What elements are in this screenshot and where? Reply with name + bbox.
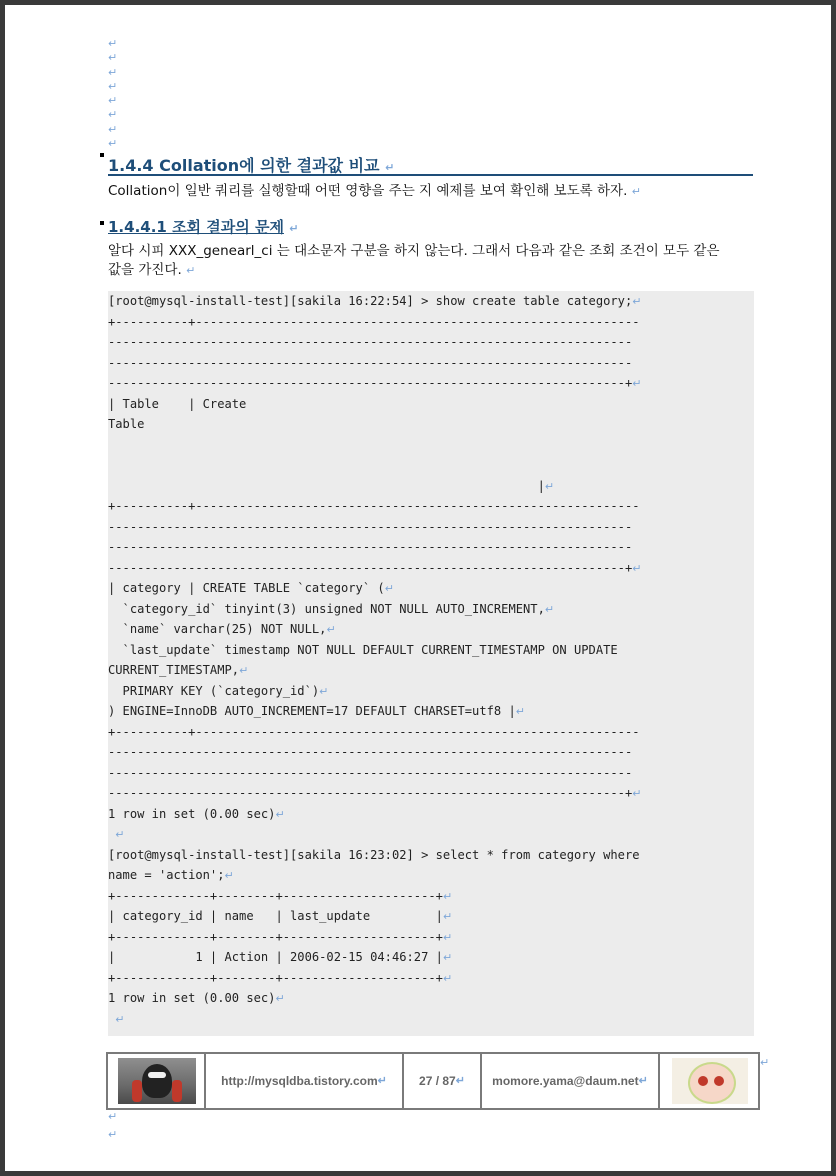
code-line-text: +----------+------------------------------------------------------------- [108,314,640,329]
paragraph-mark: ↵ [632,561,642,575]
code-line-text: | Table | Create [108,396,247,411]
code-line [108,291,641,312]
code-line [108,742,641,763]
code-line [108,414,641,435]
body-paragraph [108,242,720,280]
paragraph-mark: ↵ [442,910,453,923]
paragraph-mark: ↵ [632,377,642,390]
footer-url[interactable]: http://mysqldba.tistory.com [221,1074,378,1088]
heading-bullet [100,221,104,225]
code-line [108,312,641,333]
code-line-text: Table [108,417,145,431]
code-line-text: -----------------------------------------------------------------------+ [108,376,633,390]
paragraph-mark: ↵ [631,185,641,198]
empty-paragraphs [108,37,117,151]
body-line: 값을 가진다. [108,262,182,278]
code-line [108,394,641,415]
heading-bullet [100,153,104,157]
code-line [108,353,641,374]
code-line-text: +----------+------------------------------------------------------------- [108,724,640,739]
paragraph-mark: ↵ [224,869,234,882]
footer-url-cell [206,1054,404,1108]
code-line-text: CURRENT_TIMESTAMP, [108,663,240,677]
code-line-text: | 1 | Action | 2006-02-15 04:46:27 | [108,950,443,964]
page-number: 27 / 87 [419,1074,456,1088]
section-heading-1-4-4 [108,153,753,176]
paragraph-mark: ↵ [442,971,453,985]
code-line [108,947,641,968]
paragraph-mark: ↵ [275,807,285,821]
code-line [108,865,641,886]
paragraph-mark: ↵ [455,1074,465,1087]
code-line [108,435,641,456]
code-line [108,640,641,661]
code-line-text: +-------------+--------+---------------------+ [108,888,443,903]
footer-page-cell [404,1054,482,1108]
paragraph-mark: ↵ [186,264,196,277]
code-line [108,619,641,640]
code-line-text: 1 row in set (0.00 sec) [108,806,276,821]
paragraph-mark: ↵ [108,122,118,136]
code-line-text: name = 'action'; [108,868,225,882]
code-line-text: ) ENGINE=InnoDB AUTO_INCREMENT=17 DEFAULT CHARSET=utf8 | [108,704,516,718]
avatar-right [672,1058,748,1104]
code-line [108,455,641,476]
paragraph-mark: ↵ [515,705,525,718]
body-line: 알다 시피 XXX_genearl_ci 는 대소문자 구분을 하지 않는다. 그래서 다음과 같은 조회 조건이 모두 같은 [108,243,720,259]
code-line-text: PRIMARY KEY (`category_id`) [108,683,320,698]
code-line-text: +-------------+--------+---------------------+ [108,970,443,985]
code-line [108,988,641,1009]
paragraph-mark: ↵ [442,951,453,964]
code-line-text: ------------------------------------------------------------------------ [108,335,633,349]
page-footer [106,1052,760,1110]
intro-text: Collation이 일반 쿼리를 실행할때 어떤 영향을 주는 지 예제를 보여 확인해 보도록 하자. [108,183,628,199]
paragraph-mark: ↵ [319,684,329,698]
paragraph-mark: ↵ [275,992,285,1005]
paragraph-mark: ↵ [289,222,299,235]
code-line-text: [root@mysql-install-test][sakila 16:22:54] > show create table category; [108,294,633,308]
code-line [108,496,641,517]
code-line [108,517,641,538]
code-line-text: `name` varchar(25) NOT NULL, [108,622,327,636]
code-line-text: -----------------------------------------------------------------------+ [108,560,633,575]
paragraph-mark: ↵ [108,65,118,79]
paragraph-mark: ↵ [760,1056,770,1069]
code-line [108,578,641,599]
code-line-text: ------------------------------------------------------------------------ [108,355,633,370]
code-line [108,476,641,497]
footer-avatar-left-cell [108,1054,206,1108]
subsection-heading-text: 1.4.4.1 조회 결과의 문제 [108,218,284,236]
code-line-text: ------------------------------------------------------------------------ [108,745,633,759]
code-line [108,927,641,948]
footer-email-cell [482,1054,660,1108]
paragraph-mark: ↵ [632,787,642,800]
paragraph-mark: ↵ [108,94,118,108]
code-line-text: +-------------+--------+---------------------+ [108,929,443,944]
code-line-text: | category | CREATE TABLE `category` ( [108,581,385,595]
intro-paragraph [108,182,641,201]
paragraph-mark: ↵ [544,602,555,616]
code-line [108,660,641,681]
code-line [108,722,641,743]
code-line-text: | category_id | name | last_update | [108,909,443,923]
paragraph-mark: ↵ [384,582,394,595]
code-line [108,804,641,825]
code-line [108,906,641,927]
footer-avatar-right-cell [660,1054,756,1108]
section-heading-1-4-4-1 [108,216,298,237]
code-line [108,373,641,394]
code-line [108,537,641,558]
code-line [108,968,641,989]
paragraph-mark: ↵ [442,889,453,903]
code-line [108,886,641,907]
section-heading-text: 1.4.4 Collation에 의한 결과값 비교 [108,156,380,175]
paragraph-mark: ↵ [326,623,336,636]
code-line-text: 1 row in set (0.00 sec) [108,991,276,1005]
code-line [108,681,641,702]
footer-email[interactable]: momore.yama@daum.net [492,1074,639,1088]
code-text [108,291,641,1029]
paragraph-mark: ↵ [442,930,453,944]
paragraph-mark: ↵ [108,37,118,50]
avatar-left [118,1058,196,1104]
paragraph-mark: ↵ [108,1128,118,1141]
code-line-text: `last_update` timestamp NOT NULL DEFAULT CURRENT_TIMESTAMP ON UPDATE [108,642,618,657]
paragraph-mark: ↵ [544,479,555,493]
code-line [108,599,641,620]
code-line-text: ------------------------------------------------------------------------ [108,519,633,534]
code-block [108,291,754,1036]
code-line-text: ------------------------------------------------------------------------ [108,540,633,554]
paragraph-mark: ↵ [115,828,125,841]
paragraph-mark: ↵ [385,161,395,174]
paragraph-mark: ↵ [377,1074,387,1087]
paragraph-mark: ↵ [638,1074,648,1087]
code-line-text: -----------------------------------------------------------------------+ [108,786,633,800]
code-line [108,824,641,845]
paragraph-mark: ↵ [108,1110,118,1123]
code-line [108,558,641,579]
paragraph-mark: ↵ [108,108,118,122]
code-line-text: `category_id` tinyint(3) unsigned NOT NULL AUTO_INCREMENT, [108,601,545,616]
code-line [108,845,641,866]
paragraph-mark: ↵ [632,295,642,308]
paragraph-mark: ↵ [239,664,249,677]
paragraph-mark: ↵ [108,79,118,93]
paragraph-mark: ↵ [108,137,118,151]
code-line-text: [root@mysql-install-test][sakila 16:23:02] > select * from category where [108,847,640,862]
code-line [108,701,641,722]
paragraph-mark: ↵ [115,1012,125,1026]
code-line [108,783,641,804]
document-page [5,5,831,1171]
code-line [108,763,641,784]
code-line-text: | [108,478,545,493]
code-line [108,332,641,353]
code-line-text: ------------------------------------------------------------------------ [108,765,633,780]
code-line-text: +----------+------------------------------------------------------------- [108,499,640,513]
code-line [108,1009,641,1030]
paragraph-mark: ↵ [108,51,118,65]
